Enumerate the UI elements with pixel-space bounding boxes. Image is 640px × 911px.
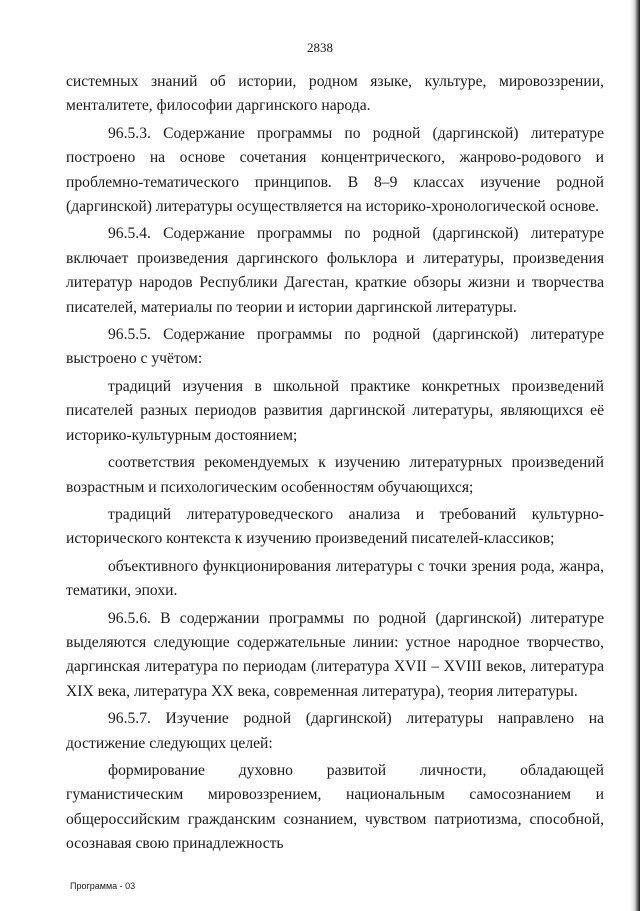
paragraph-96-5-4: 96.5.4. Содержание программы по родной (даргинской) литературе включает произведения даргинского фольклора и литературы, произведения литератур народов Республики Дагестан, краткие обзоры жизни и творчества писателей, материалы по теории и истории даргинской литературы. [66, 225, 604, 316]
paragraph-continuation: системных знаний об истории, родном языке, культуре, мировоззрении, менталитете, философии даргинского народа. [66, 73, 604, 115]
list-item-age-correspondence: соответствия рекомендуемых к изучению литературных произведений возрастным и психологическим особенностям обучающихся; [66, 454, 604, 496]
document-body [66, 70, 604, 857]
list-item-personality-formation: формирование духовно развитой личности, обладающей гуманистическим мировоззрением, национальным самосознанием и общероссийским гражданским сознанием, чувством патриотизма, способной, осознавая свою принадлежность [66, 761, 604, 853]
list-item-analysis-traditions: традиций литературоведческого анализа и требований культурно-исторического контекста к изучению произведений писателей-классиков; [66, 505, 604, 548]
list-item-objective-functioning: объективного функционирования литературы с точки зрения рода, жанра, тематики, эпохи. [66, 557, 604, 600]
paragraph-96-5-6: 96.5.6. В содержании программы по родной (даргинской) литературе выделяются следующие содержательные линии: устное народное творчество, даргинская литература по периодам (литература XVII – XVIII веков, литература XIX века, литература XX века, современная литература), теория литературы. [66, 609, 604, 700]
scan-edge-shadow [630, 0, 640, 911]
paragraph-96-5-5: 96.5.5. Содержание программы по родной (даргинской) литературе выстроено с учётом: [66, 326, 604, 368]
paragraph-96-5-3: 96.5.3. Содержание программы по родной (даргинской) литературе построено на основе сочетания концентрического, жанрово-родового и проблемно-тематического принципов. В 8–9 классах изучение родной (даргинской) литературы осуществляется на историко-хронологической основе. [66, 124, 604, 216]
paragraph-96-5-7: 96.5.7. Изучение родной (даргинской) литературы направлено на достижение следующих целей: [66, 710, 604, 752]
footer-label: Программа - 03 [70, 881, 136, 891]
list-item-traditions: традиций изучения в школьной практике конкретных произведений писателей разных периодов развития даргинской литературы, являющихся её историко-культурным достоянием; [66, 377, 604, 444]
page-number: 2838 [307, 40, 333, 55]
